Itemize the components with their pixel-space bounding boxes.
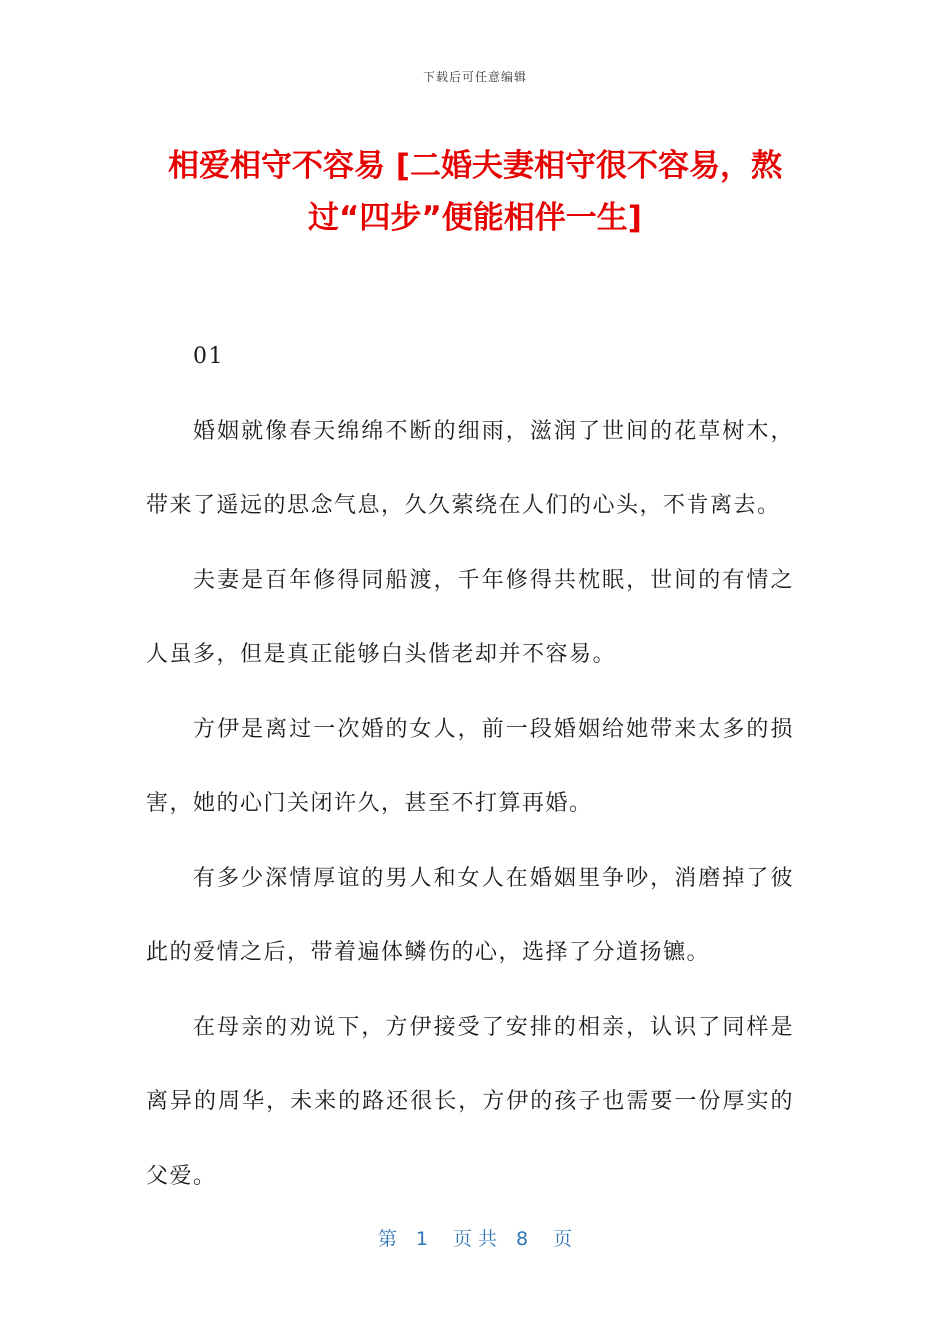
paragraph: 婚姻就像春天绵绵不断的细雨，滋润了世间的花草树木，带来了遥远的思念气息，久久萦绕在人们的心头，不肯离去。 bbox=[146, 418, 794, 518]
document-body bbox=[146, 320, 794, 1214]
paragraph: 有多少深情厚谊的男人和女人在婚姻里争吵，消磨掉了彼此的爱情之后，带着遍体鳞伤的心，选择了分道扬镳。 bbox=[146, 865, 794, 965]
paragraph-section-number: 01 bbox=[193, 344, 224, 369]
header-note: 下载后可任意编辑 bbox=[422, 70, 527, 84]
paragraph: 夫妻是百年修得同船渡，千年修得共枕眠，世间的有情之人虽多，但是真正能够白头偕老却并不容易。 bbox=[146, 567, 794, 667]
document-title: 相爱相守不容易 [二婚夫妻相守很不容易，熬过“四步”便能相伴一生] bbox=[168, 148, 782, 236]
paragraph: 方伊是离过一次婚的女人，前一段婚姻给她带来太多的损害，她的心门关闭许久，甚至不打算再婚。 bbox=[146, 716, 794, 816]
paragraph: 在母亲的劝说下，方伊接受了安排的相亲，认识了同样是离异的周华，未来的路还很长，方伊的孩子也需要一份厚实的父爱。 bbox=[146, 1014, 794, 1189]
page-number-footer: 第 1 页 共 8 页 bbox=[377, 1228, 573, 1250]
